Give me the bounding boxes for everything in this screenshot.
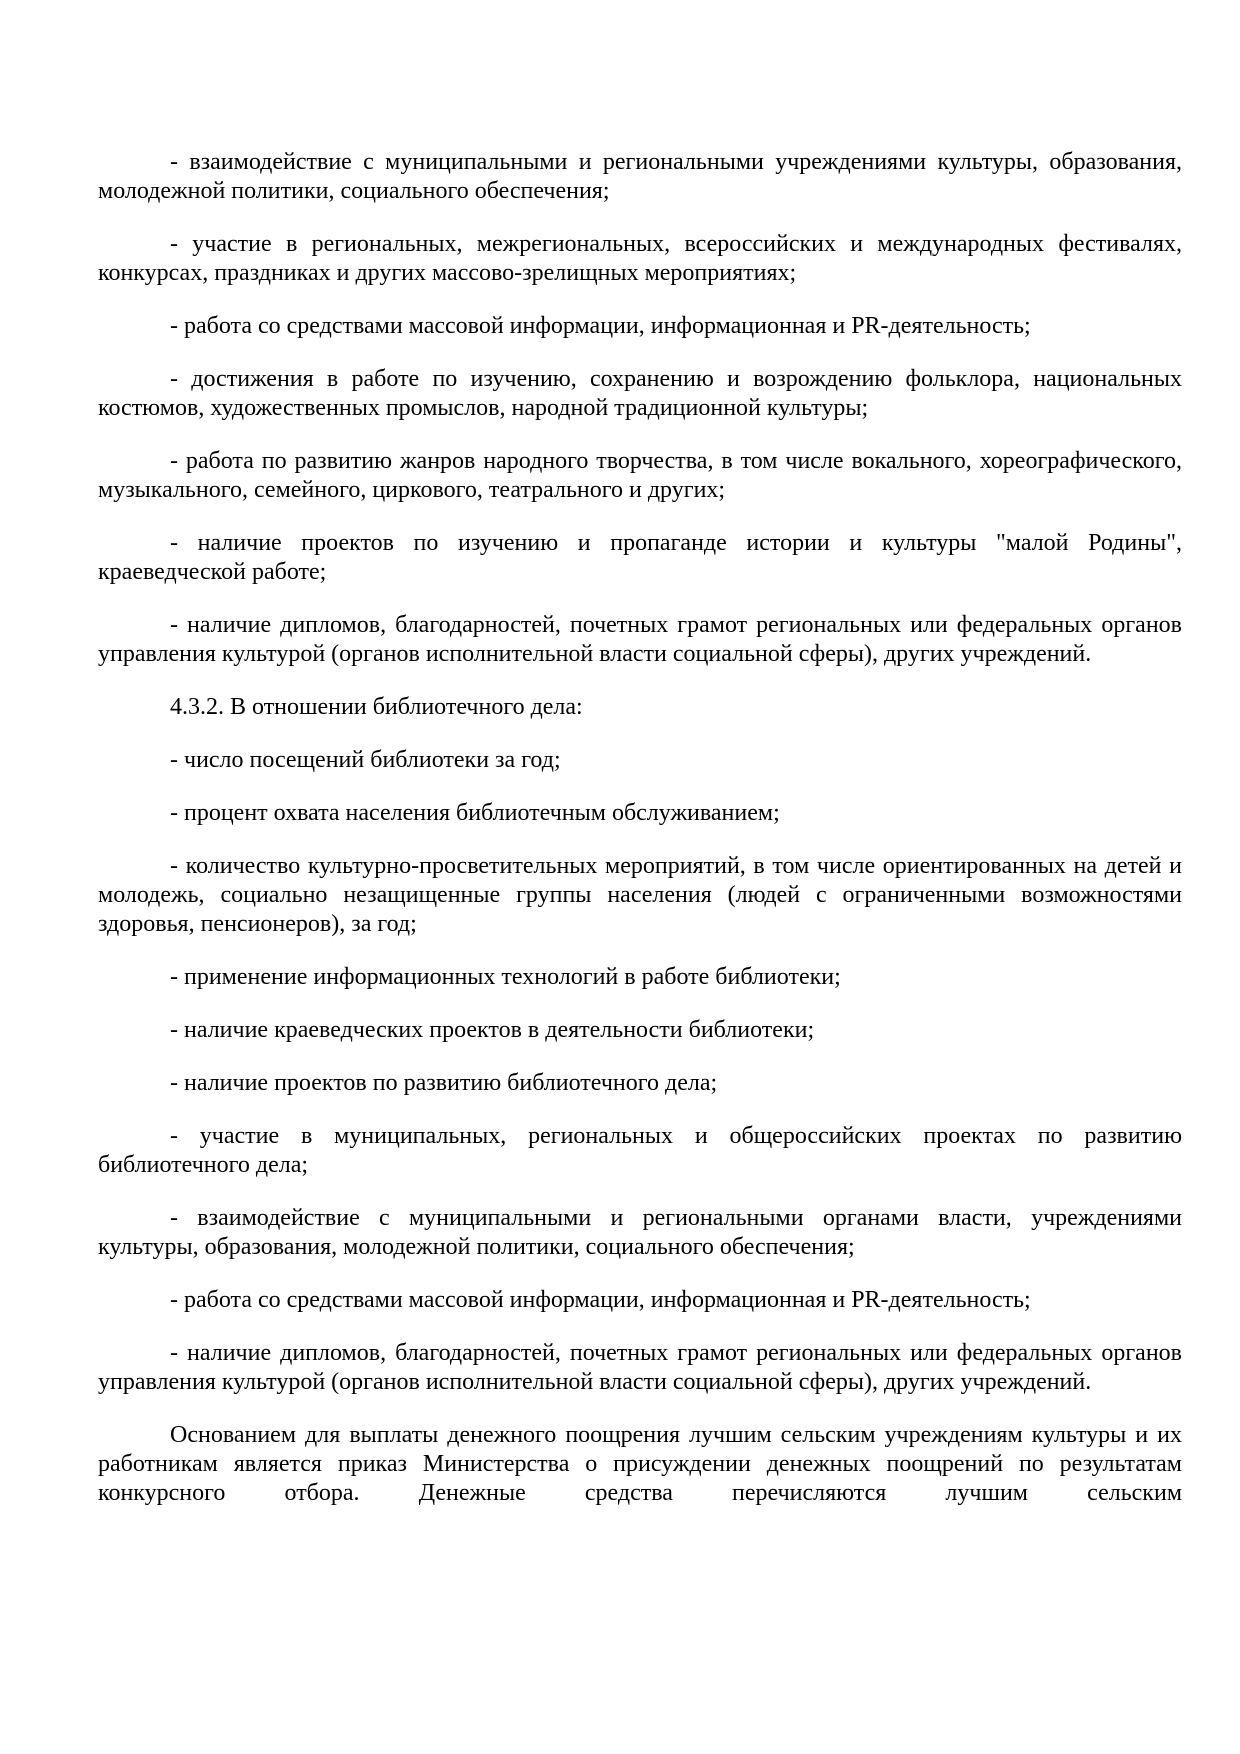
body-paragraph: Основанием для выплаты денежного поощрения лучшим сельским учреждениям культуры и их работникам является приказ Министерства о присуждении денежных поощрений по результатам конкурсного отбора. Денежные средства перечисляются лучшим сельским xyxy=(98,1422,1182,1506)
list-item-paragraph: - взаимодействие с муниципальными и региональными органами власти, учреждениями культуры, образования, молодежной политики, социального обеспечения; xyxy=(98,1205,1182,1260)
numbered-clause-paragraph: 4.3.2. В отношении библиотечного дела: xyxy=(170,694,583,720)
list-item-paragraph: - количество культурно-просветительных мероприятий, в том числе ориентированных на детей и молодежь, социально незащищенные группы населения (людей с ограниченными возможностями здоровья, пенсионеров), за год; xyxy=(98,853,1182,937)
list-item-paragraph: - работа по развитию жанров народного творчества, в том числе вокального, хореографического, музыкального, семейного, циркового, театрального и других; xyxy=(98,448,1182,503)
list-item-paragraph: - участие в муниципальных, региональных и общероссийских проектах по развитию библиотечного дела; xyxy=(98,1123,1182,1178)
list-item-paragraph: - наличие дипломов, благодарностей, почетных грамот региональных или федеральных органов управления культурой (органов исполнительной власти социальной сферы), других учреждений. xyxy=(98,612,1182,667)
list-item-paragraph: - работа со средствами массовой информации, информационная и PR-деятельность; xyxy=(170,313,1031,339)
list-item-paragraph: - работа со средствами массовой информации, информационная и PR-деятельность; xyxy=(170,1287,1031,1313)
list-item-paragraph: - наличие дипломов, благодарностей, почетных грамот региональных или федеральных органов управления культурой (органов исполнительной власти социальной сферы), других учреждений. xyxy=(98,1340,1182,1395)
list-item-paragraph: - число посещений библиотеки за год; xyxy=(170,747,561,773)
list-item-paragraph: - достижения в работе по изучению, сохранению и возрождению фольклора, национальных костюмов, художественных промыслов, народной традиционной культуры; xyxy=(98,366,1182,421)
list-item-paragraph: - взаимодействие с муниципальными и региональными учреждениями культуры, образования, молодежной политики, социального обеспечения; xyxy=(98,149,1182,204)
list-item-paragraph: - применение информационных технологий в работе библиотеки; xyxy=(170,964,841,990)
list-item-paragraph: - наличие проектов по изучению и пропаганде истории и культуры "малой Родины", краеведческой работе; xyxy=(98,530,1182,585)
list-item-paragraph: - процент охвата населения библиотечным обслуживанием; xyxy=(170,800,780,826)
list-item-paragraph: - наличие проектов по развитию библиотечного дела; xyxy=(170,1070,718,1096)
list-item-paragraph: - участие в региональных, межрегиональных, всероссийских и международных фестивалях, конкурсах, праздниках и других массово-зрелищных мероприятиях; xyxy=(98,231,1182,286)
list-item-paragraph: - наличие краеведческих проектов в деятельности библиотеки; xyxy=(170,1017,815,1043)
